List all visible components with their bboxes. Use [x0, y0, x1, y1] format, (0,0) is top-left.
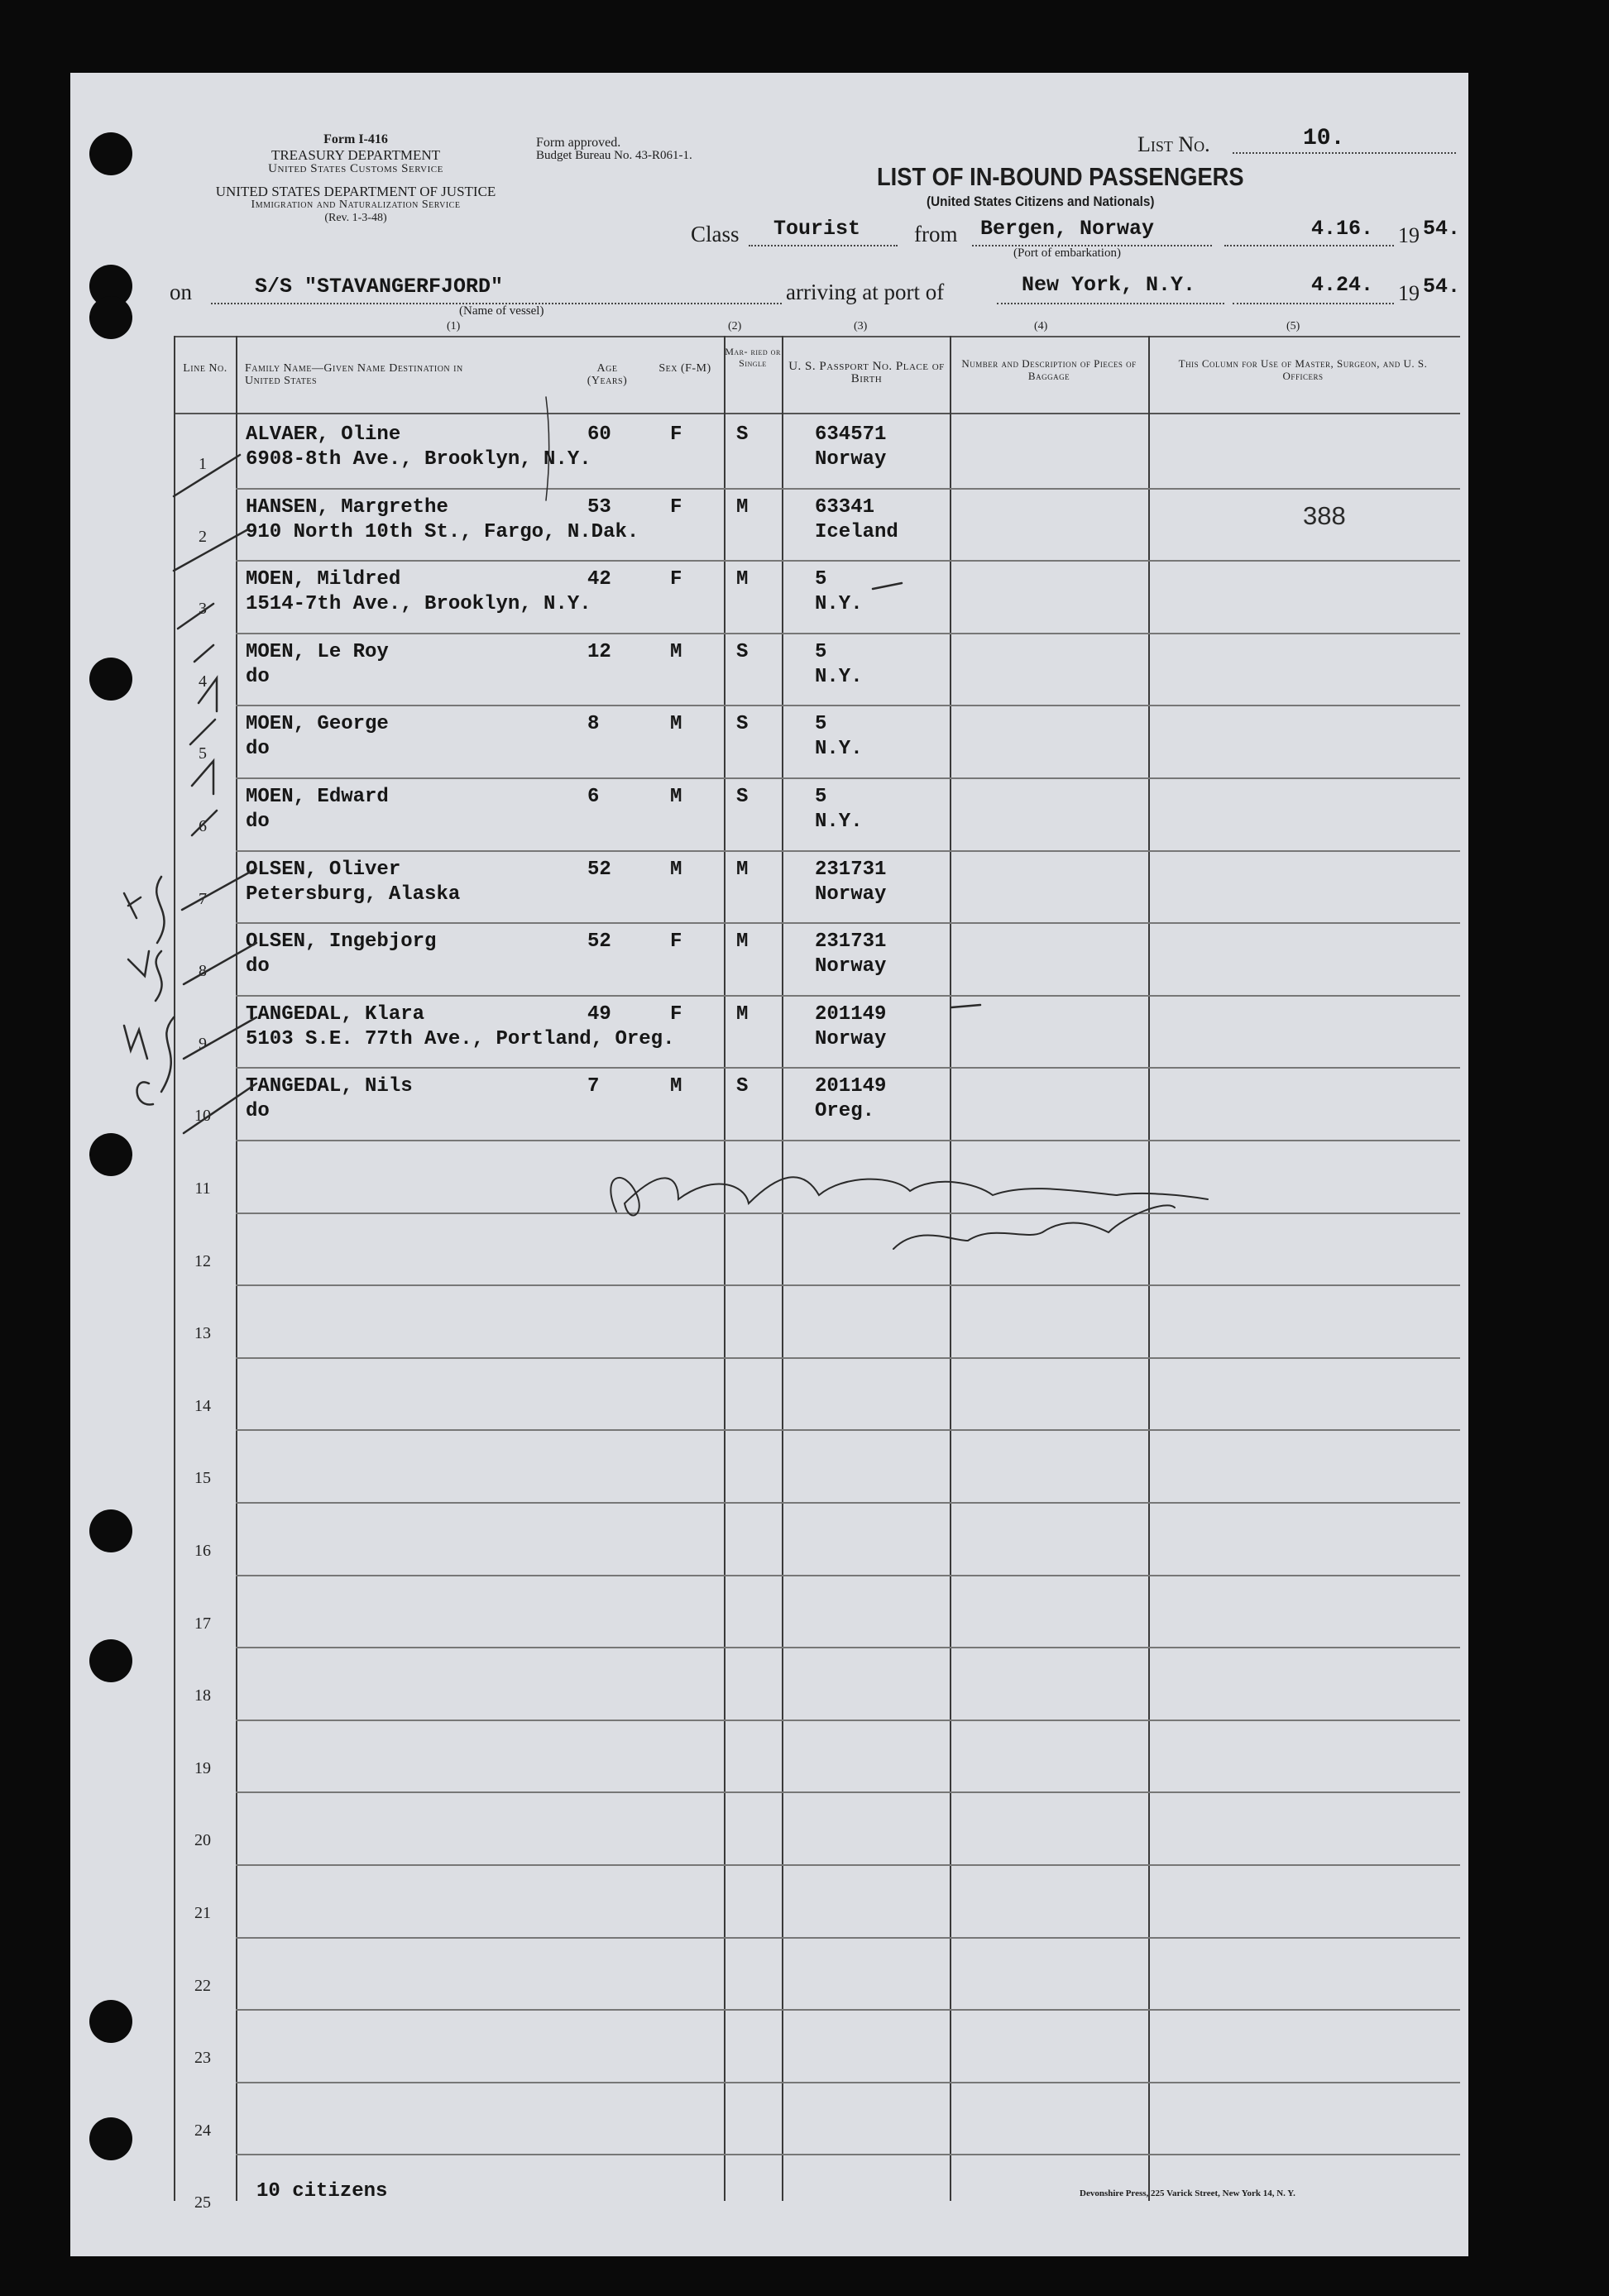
line-number: 25	[194, 2193, 211, 2212]
passenger-marital-status: S	[736, 640, 749, 663]
passenger-age: 42	[587, 568, 611, 591]
place-of-birth: N.Y.	[815, 811, 863, 833]
passenger-destination: 6908-8th Ave., Brooklyn, N.Y.	[246, 448, 591, 471]
passport-number: 5	[815, 640, 827, 663]
on-label: on	[170, 280, 192, 304]
depart-date: 4.16.	[1311, 217, 1374, 241]
line-number: 7	[199, 889, 207, 908]
col-num-2: (2)	[728, 320, 742, 332]
passenger-sex: F	[670, 568, 682, 591]
line-number: 13	[194, 1324, 211, 1343]
year-suffix-2: 54.	[1423, 275, 1461, 299]
place-of-birth: N.Y.	[815, 593, 863, 616]
passenger-age: 52	[587, 930, 611, 954]
list-no-value: 10.	[1303, 126, 1345, 151]
customs-service: United States Customs Service	[268, 162, 443, 175]
passenger-sex: M	[670, 640, 682, 663]
officer-remark: 388	[1303, 500, 1346, 530]
line-number: 23	[194, 2049, 211, 2068]
place-of-birth: Iceland	[815, 520, 898, 543]
year-prefix: 19	[1398, 223, 1420, 247]
total-citizens: 10 citizens	[256, 2180, 388, 2203]
line-number: 3	[199, 600, 207, 619]
col-num-5: (5)	[1286, 320, 1300, 332]
passenger-destination: do	[246, 955, 270, 978]
passenger-age: 53	[587, 495, 611, 519]
line-number: 2	[199, 527, 207, 546]
passenger-name: TANGEDAL, Klara	[246, 1002, 425, 1026]
vessel-caption: (Name of vessel)	[459, 304, 544, 318]
list-no-label: List No.	[1137, 132, 1210, 156]
col-head-baggage: Number and Description of Pieces of Baggage	[961, 357, 1137, 382]
year-prefix-2: 19	[1398, 281, 1420, 305]
passenger-age: 52	[587, 858, 611, 881]
line-number: 1	[199, 455, 207, 473]
line-number: 12	[194, 1251, 211, 1270]
line-number: 14	[194, 1396, 211, 1415]
passenger-name: OLSEN, Ingebjorg	[246, 930, 437, 954]
passenger-destination: Petersburg, Alaska	[246, 883, 461, 906]
line-number: 4	[199, 672, 207, 691]
place-of-birth: N.Y.	[815, 738, 863, 761]
col-head-name: Family Name—Given Name Destination in United States	[245, 362, 463, 387]
passenger-marital-status: M	[736, 858, 749, 881]
from-label: from	[914, 222, 958, 246]
col-head-age: Age (Years)	[587, 362, 628, 387]
passport-number: 634571	[815, 423, 887, 446]
passport-number: 201149	[815, 1075, 887, 1098]
port-caption: (Port of embarkation)	[1013, 246, 1121, 260]
year-suffix: 54.	[1423, 217, 1461, 241]
passenger-sex: M	[670, 786, 682, 808]
line-number: 10	[194, 1107, 211, 1126]
passenger-sex: M	[670, 1075, 682, 1098]
passenger-destination: 5103 S.E. 77th Ave., Portland, Oreg.	[246, 1027, 675, 1050]
col-head-sex: Sex (F-M)	[658, 362, 711, 375]
page-subtitle: (United States Citizens and Nationals)	[927, 194, 1155, 209]
line-number: 15	[194, 1469, 211, 1488]
line-number: 6	[199, 817, 207, 835]
passport-number: 63341	[815, 495, 875, 519]
col-num-1: (1)	[447, 320, 461, 332]
passenger-destination: do	[246, 738, 270, 761]
place-of-birth: Oreg.	[815, 1100, 875, 1123]
passenger-marital-status: M	[736, 930, 749, 954]
passport-number: 201149	[815, 1002, 887, 1026]
passenger-name: MOEN, George	[246, 713, 389, 736]
line-number: 19	[194, 1758, 211, 1777]
passenger-age: 6	[587, 786, 600, 808]
passenger-marital-status: S	[736, 423, 749, 446]
col-head-line: Line No.	[183, 362, 227, 375]
passenger-sex: F	[670, 930, 682, 954]
passenger-age: 7	[587, 1075, 600, 1098]
class-value: Tourist	[773, 217, 861, 241]
arrival-port: New York, N.Y.	[1022, 273, 1196, 297]
passenger-destination: do	[246, 1100, 270, 1123]
passenger-marital-status: S	[736, 1075, 749, 1098]
line-number: 5	[199, 744, 207, 763]
passenger-sex: M	[670, 713, 682, 736]
passenger-sex: F	[670, 1002, 682, 1026]
arriving-label: arriving at port of	[786, 280, 945, 304]
passport-number: 5	[815, 568, 827, 591]
passport-number: 231731	[815, 930, 887, 954]
col-head-passport: U. S. Passport No. Place of Birth	[788, 360, 945, 385]
form-approved: Form approved.	[536, 136, 621, 150]
passenger-destination: 910 North 10th St., Fargo, N.Dak.	[246, 520, 639, 543]
passport-number: 231731	[815, 858, 887, 881]
passenger-marital-status: S	[736, 786, 749, 808]
passenger-age: 60	[587, 423, 611, 446]
passenger-sex: F	[670, 495, 682, 519]
line-number: 9	[199, 1034, 207, 1053]
justice-dept: UNITED STATES DEPARTMENT OF JUSTICE	[215, 184, 496, 199]
line-number: 8	[199, 962, 207, 981]
line-number: 11	[194, 1179, 211, 1198]
printer-imprint: Devonshire Press, 225 Varick Street, New York 14, N. Y.	[1080, 2188, 1295, 2198]
passenger-sex: M	[670, 858, 682, 881]
line-number: 21	[194, 1904, 211, 1922]
passenger-name: TANGEDAL, Nils	[246, 1075, 413, 1098]
line-number: 22	[194, 1976, 211, 1995]
line-number: 18	[194, 1686, 211, 1705]
budget-bureau: Budget Bureau No. 43-R061-1.	[536, 149, 692, 162]
place-of-birth: Norway	[815, 448, 887, 471]
col-num-3: (3)	[854, 320, 868, 332]
place-of-birth: Norway	[815, 955, 887, 978]
place-of-birth: Norway	[815, 883, 887, 906]
class-label: Class	[691, 222, 740, 246]
passenger-age: 12	[587, 640, 611, 663]
treasury-dept: TREASURY DEPARTMENT	[271, 147, 441, 163]
vessel-name: S/S "STAVANGERFJORD"	[255, 275, 504, 299]
passport-number: 5	[815, 713, 827, 736]
passenger-marital-status: M	[736, 495, 749, 519]
from-value: Bergen, Norway	[980, 217, 1155, 241]
passenger-name: ALVAER, Oline	[246, 423, 401, 446]
form-number: Form I-416	[323, 132, 388, 146]
line-number: 17	[194, 1614, 211, 1633]
ins-service: Immigration and Naturalization Service	[251, 199, 461, 211]
passenger-destination: do	[246, 665, 270, 688]
passenger-marital-status: M	[736, 568, 749, 591]
passenger-sex: F	[670, 423, 682, 446]
passenger-name: HANSEN, Margrethe	[246, 495, 448, 519]
line-number: 16	[194, 1542, 211, 1560]
line-number: 24	[194, 2121, 211, 2140]
passenger-name: MOEN, Le Roy	[246, 640, 389, 663]
passenger-name: MOEN, Edward	[246, 786, 389, 808]
passenger-age: 8	[587, 713, 600, 736]
col-num-4: (4)	[1034, 320, 1048, 332]
place-of-birth: N.Y.	[815, 665, 863, 688]
line-number: 20	[194, 1831, 211, 1850]
passenger-marital-status: S	[736, 713, 749, 736]
passenger-age: 49	[587, 1002, 611, 1026]
passenger-name: MOEN, Mildred	[246, 568, 401, 591]
revision: (Rev. 1-3-48)	[324, 212, 387, 224]
passenger-name: OLSEN, Oliver	[246, 858, 401, 881]
col-head-married: Mar- ried or Single	[725, 346, 781, 369]
place-of-birth: Norway	[815, 1027, 887, 1050]
passport-number: 5	[815, 786, 827, 808]
passenger-marital-status: M	[736, 1002, 749, 1026]
page-title: LIST OF IN-BOUND PASSENGERS	[877, 162, 1244, 191]
col-head-officers: This Column for Use of Master, Surgeon, and U. S. Officers	[1178, 357, 1428, 382]
arrival-date: 4.24.	[1311, 273, 1374, 297]
passenger-destination: do	[246, 811, 270, 833]
passenger-destination: 1514-7th Ave., Brooklyn, N.Y.	[246, 593, 591, 616]
